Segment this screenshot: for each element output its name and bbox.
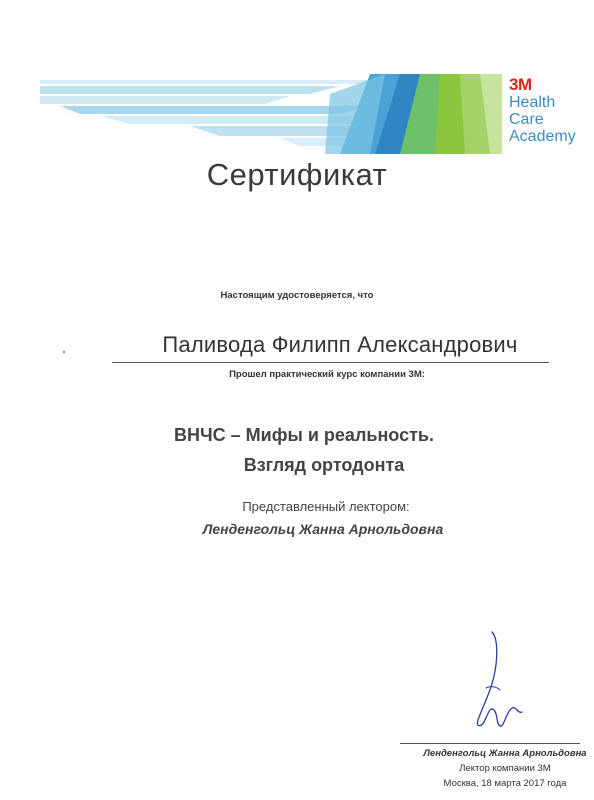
passed-course-text: Прошел практический курс компании 3М:	[229, 369, 425, 380]
name-underline	[112, 362, 549, 363]
brand-logo-block	[509, 76, 594, 145]
presented-by-label: Представленный лектором:	[242, 499, 410, 514]
signatory-name: Ленденгольц Жанна Арнольдовна	[423, 748, 587, 759]
header-banner-graphic	[40, 74, 502, 154]
brand-line-academy: Academy	[509, 128, 576, 145]
course-title-line1: ВНЧС – Мифы и реальность.	[174, 425, 434, 445]
brand-line-care: Care	[509, 111, 544, 128]
place-and-date: Москва, 18 марта 2017 года	[443, 778, 567, 789]
signature-line	[400, 743, 580, 744]
3m-logo: 3M	[509, 75, 532, 94]
stray-mark	[63, 351, 65, 353]
handwritten-signature	[440, 628, 540, 738]
recipient-name: Паливода Филипп Александрович	[162, 332, 518, 357]
lecturer-name: Ленденгольц Жанна Арнольдовна	[202, 521, 444, 537]
signatory-role: Лектор компании 3М	[459, 763, 551, 774]
course-title-line2: Взгляд ортодонта	[243, 455, 405, 475]
brand-line-health: Health	[509, 94, 556, 111]
intro-text: Настоящим удостоверяется, что	[220, 290, 374, 301]
certificate-title: Сертификат	[206, 157, 388, 192]
signature-block	[410, 746, 594, 791]
